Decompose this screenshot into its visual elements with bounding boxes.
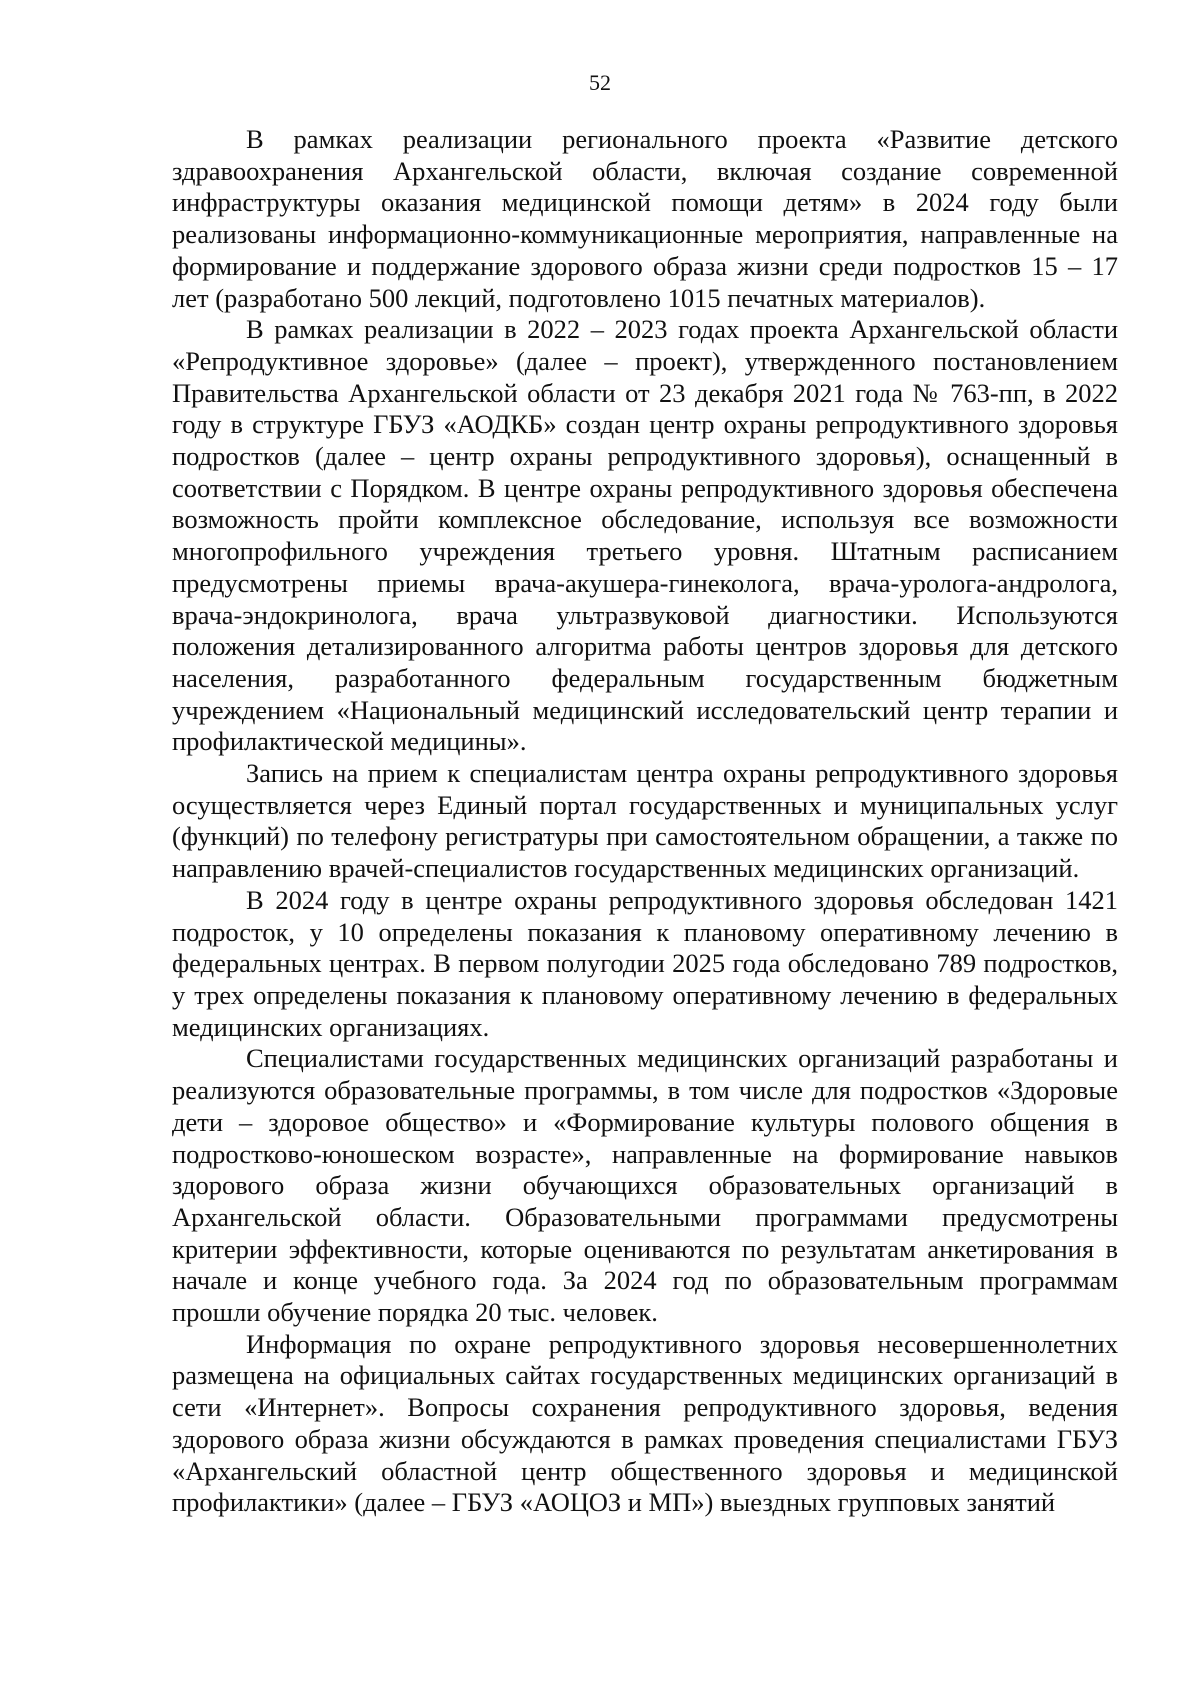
paragraph-information-dissemination: Информация по охране репродуктивного здоровья несовершеннолетних размещена на официальных сайтах государственных медицинских организаций в сети «Интернет». Вопросы сохранения репродуктивного здоровья, ведения здорового образа жизни обсуждаются в рамках проведения специалистами ГБУЗ «Архангельский областной центр общественного здоровья и медицинской профилактики» (далее – ГБУЗ «АОЦОЗ и МП») выездных групповых занятий: [172, 1328, 1118, 1518]
paragraph-examination-statistics: В 2024 году в центре охраны репродуктивного здоровья обследован 1421 подросток, у 10 определены показания к плановому оперативному лечению в федеральных центрах. В первом полугодии 2025 года обследовано 789 подростков, у трех определены показания к плановому оперативному лечению в федеральных медицинских организациях.: [172, 884, 1118, 1042]
paragraph-appointment-booking: Запись на прием к специалистам центра охраны репродуктивного здоровья осуществляется через Единый портал государственных и муниципальных услуг (функций) по телефону регистратуры при самостоятельном обращении, а также по направлению врачей-специалистов государственных медицинских организаций.: [172, 758, 1118, 884]
paragraph-regional-project: В рамках реализации регионального проекта «Развитие детского здравоохранения Архангельской области, включая создание современной инфраструктуры оказания медицинской помощи детям» в 2024 году были реализованы информационно-коммуникационные мероприятия, направленные на формирование и поддержание здорового образа жизни среди подростков 15 – 17 лет (разработано 500 лекций, подготовлено 1015 печатных материалов).: [172, 124, 1118, 313]
paragraph-educational-programs: Специалистами государственных медицинских организаций разработаны и реализуются образовательные программы, в том числе для подростков «Здоровые дети – здоровое общество» и «Формирование культуры полового общения в подростково-юношеском возрасте», направленные на формирование навыков здорового образа жизни обучающихся образовательных организаций в Архангельской области. Образовательными программами предусмотрены критерии эффективности, которые оцениваются по результатам анкетирования в начале и конце учебного года. За 2024 год по образовательным программам прошли обучение порядка 20 тыс. человек.: [172, 1043, 1118, 1328]
paragraph-reproductive-health-center: В рамках реализации в 2022 – 2023 годах проекта Архангельской области «Репродуктивное здоровье» (далее – проект), утвержденного постановлением Правительства Архангельской области от 23 декабря 2021 года № 763-пп, в 2022 году в структуре ГБУЗ «АОДКБ» создан центр охраны репродуктивного здоровья подростков (далее – центр охраны репродуктивного здоровья), оснащенный в соответствии с Порядком. В центре охраны репродуктивного здоровья обеспечена возможность пройти комплексное обследование, используя все возможности многопрофильного учреждения третьего уровня. Штатным расписанием предусмотрены приемы врача-акушера-гинеколога, врача-уролога-андролога, врача-эндокринолога, врача ультразвуковой диагностики. Используются положения детализированного алгоритма работы центров здоровья для детского населения, разработанного федеральным государственным бюджетным учреждением «Национальный медицинский исследовательский центр терапии и профилактической медицины».: [172, 314, 1118, 757]
page-number: 52: [589, 70, 611, 95]
document-body: [172, 124, 1118, 1519]
